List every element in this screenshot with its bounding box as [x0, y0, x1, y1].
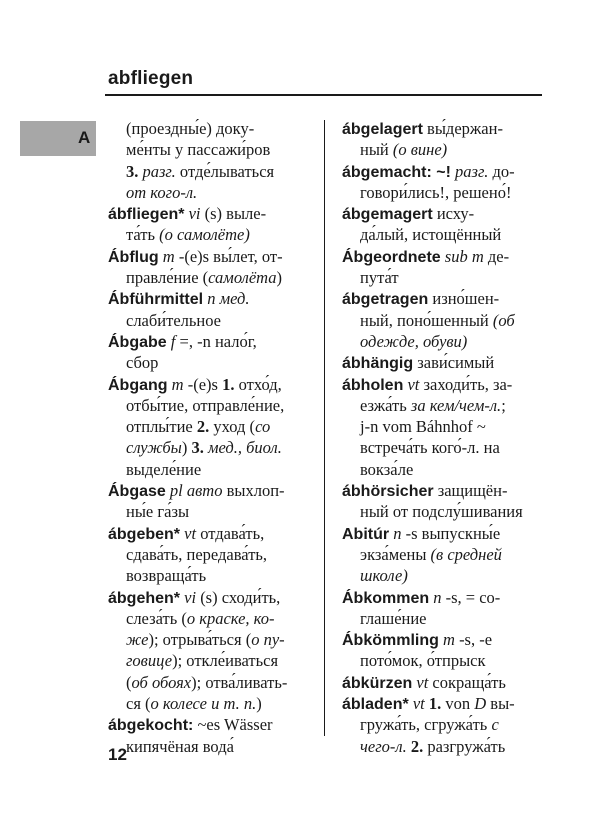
grammar-label: n: [393, 523, 402, 543]
entry-continuation-line: [108, 565, 314, 586]
text: -(e)s вы́лет, от-: [174, 246, 283, 266]
text: ~es Wässer: [193, 715, 273, 735]
text: ме́нты у пассажи́ров: [126, 140, 271, 160]
text: слеза́ть (: [126, 608, 187, 628]
entry-line: [342, 587, 544, 608]
entry-continuation-line: [108, 139, 314, 160]
grammar-label: разг.: [142, 161, 176, 181]
entry-line: [342, 374, 544, 395]
text: слаби́тельное: [126, 310, 222, 330]
entry-line: [108, 587, 314, 608]
headword: ábladen*: [342, 696, 409, 714]
entry-continuation-line: [108, 736, 314, 757]
headword: Abitúr: [342, 525, 390, 543]
text: сдава́ть, передава́ть,: [126, 544, 268, 564]
grammar-label: (о вине): [392, 140, 448, 160]
entry-line: [342, 523, 544, 544]
grammar-label: n: [433, 587, 442, 607]
grammar-label: одежде, обуви): [360, 331, 468, 351]
grammar-label: f: [170, 331, 176, 351]
text: von: [441, 694, 475, 714]
entry-continuation-line: [108, 693, 314, 714]
entry-continuation-line: [108, 501, 314, 522]
sense-number: 2.: [196, 417, 210, 437]
text: выделе́ние: [126, 459, 202, 479]
text: отде́лываться: [175, 161, 275, 181]
text: езжа́ть: [360, 395, 411, 415]
page-number: 12: [108, 745, 127, 764]
sense-number: 3.: [126, 161, 143, 181]
text: ны́е га́зы: [126, 502, 190, 522]
grammar-label: n мед.: [207, 289, 250, 309]
text: ный от подслу́шивания: [360, 502, 523, 522]
grammar-label: vi: [188, 204, 201, 224]
grammar-label: о колесе и т. п.: [150, 694, 257, 714]
text: ); отва́ливать-: [191, 672, 288, 692]
text: разгружа́ть: [423, 736, 506, 756]
grammar-label: о краске, ко-: [186, 608, 275, 628]
entry-line: [342, 480, 544, 501]
grammar-label: от кого-л.: [126, 182, 198, 202]
entry-continuation-line: [342, 139, 544, 160]
entry-continuation-line: [342, 459, 544, 480]
entry-continuation-line: [108, 182, 314, 203]
headword: Ábgeordnete: [342, 248, 441, 266]
text: j-n vom Báhnhof ~: [360, 417, 486, 437]
entry-continuation-line: [342, 182, 544, 203]
entry-continuation-line: [342, 310, 544, 331]
grammar-label: (о самолёте): [159, 225, 250, 245]
entry-continuation-line: [342, 501, 544, 522]
entry-line: [342, 629, 544, 650]
entry-continuation-line: [108, 267, 314, 288]
grammar-label: школе): [360, 566, 408, 586]
text: пута́т: [360, 268, 399, 288]
headword: ábholen: [342, 376, 404, 394]
entry-continuation-line: [342, 650, 544, 671]
text: ); отрыва́ться (: [148, 630, 252, 650]
grammar-label: vt: [407, 374, 420, 394]
grammar-label: (об: [492, 310, 515, 330]
text: выхлоп-: [222, 481, 285, 501]
headword: ábkürzen: [342, 674, 413, 692]
text: исху-: [432, 204, 475, 224]
text: (: [126, 672, 132, 692]
grammar-label: D: [474, 694, 487, 714]
headword: Ábkömmling: [342, 632, 439, 650]
grammar-label: чего-л.: [360, 736, 407, 756]
entry-continuation-line: [108, 459, 314, 480]
entry-line: [108, 374, 314, 395]
grammar-label: с: [491, 715, 499, 735]
text: -s, = со-: [441, 587, 501, 607]
text: ;: [501, 395, 506, 415]
text: -s, -e: [454, 630, 493, 650]
headword: ábhörsicher: [342, 483, 434, 501]
sense-number: 1.: [428, 694, 442, 714]
grammar-label: говице: [126, 651, 173, 671]
grammar-label: m: [171, 374, 184, 394]
headword: ábgetragen: [342, 291, 429, 309]
entry-line: [108, 288, 314, 309]
text: до-: [488, 161, 515, 181]
entry-line: [342, 118, 544, 139]
text: де-: [483, 246, 510, 266]
entry-line: [108, 203, 314, 224]
entry-continuation-line: [108, 672, 314, 693]
entry-continuation-line: [108, 544, 314, 565]
entry-continuation-line: [108, 352, 314, 373]
headword: ábgehen*: [108, 589, 181, 607]
entry-line: [108, 331, 314, 352]
text: зави́симый: [413, 353, 495, 373]
text: правле́ние (: [126, 268, 209, 288]
text: отхо́д,: [234, 374, 282, 394]
grammar-label: самолёта: [208, 268, 277, 288]
text: сбор: [126, 353, 159, 373]
entry-line: [108, 523, 314, 544]
headword: ábgemacht: ~!: [342, 163, 451, 181]
thumb-index-letter: A: [78, 128, 91, 147]
entry-continuation-line: [108, 310, 314, 331]
text: отдава́ть,: [196, 523, 265, 543]
text: ный, поно́шенный: [360, 310, 493, 330]
entry-continuation-line: [108, 416, 314, 437]
text: кипячёная вода́: [126, 736, 234, 756]
text: вы́держан-: [422, 119, 503, 138]
headword: Ábführmittel: [108, 291, 204, 309]
entry-line: [342, 352, 544, 373]
grammar-label: m: [162, 246, 175, 266]
entry-line: [108, 714, 314, 735]
text: -s выпускны́е: [401, 523, 501, 543]
text: заходи́ть, за-: [419, 374, 513, 394]
text: (s) выле-: [200, 204, 267, 224]
entry-line: [342, 161, 544, 182]
entry-line: [342, 672, 544, 693]
right-column: [342, 118, 544, 757]
headword: ábfliegen*: [108, 206, 185, 224]
entry-continuation-line: [342, 714, 544, 735]
text: гружа́ть, сгружа́ть: [360, 715, 492, 735]
grammar-label: разг.: [455, 161, 489, 181]
grammar-label: мед., биол.: [207, 438, 282, 458]
text: возвраща́ть: [126, 566, 207, 586]
headword: ábgeben*: [108, 525, 181, 543]
text: уход (: [209, 417, 256, 437]
grammar-label: за кем/чем-л.: [410, 395, 502, 415]
entry-continuation-line: [108, 629, 314, 650]
entry-continuation-line: [342, 395, 544, 416]
entry-line: [108, 246, 314, 267]
entry-continuation-line: [342, 736, 544, 757]
headword: ábgekocht:: [108, 717, 194, 735]
text: та́ть: [126, 225, 160, 245]
grammar-label: (в средней: [430, 544, 502, 564]
text: -(e)s: [183, 374, 223, 394]
entry-continuation-line: [342, 267, 544, 288]
grammar-label: vi: [184, 587, 197, 607]
entry-continuation-line: [342, 416, 544, 437]
text: =, -n нало́г,: [175, 331, 257, 351]
headword: ábgemagert: [342, 206, 433, 224]
text: вокза́ле: [360, 459, 414, 479]
entry-line: [342, 693, 544, 714]
entry-continuation-line: [342, 437, 544, 458]
entry-continuation-line: [108, 650, 314, 671]
entry-line: [342, 246, 544, 267]
headword: Ábkommen: [342, 589, 430, 607]
entry-continuation-line: [108, 608, 314, 629]
text: ): [276, 268, 283, 288]
left-column: [108, 118, 314, 757]
text: экза́мены: [360, 544, 431, 564]
running-head: abfliegen: [108, 68, 194, 89]
grammar-label: же: [126, 630, 149, 650]
text: защищён-: [433, 481, 508, 501]
grammar-label: pl авто: [169, 481, 223, 501]
grammar-label: sub m: [444, 246, 484, 266]
text: ): [256, 694, 262, 714]
headword: Ábgabe: [108, 333, 167, 351]
text: говори́лись!, решено́!: [360, 182, 512, 202]
text: отплы́тие: [126, 417, 197, 437]
sense-number: 3.: [191, 438, 204, 458]
entry-continuation-line: [108, 395, 314, 416]
headword: Ábflug: [108, 248, 159, 266]
text: отбы́тие, отправле́ние,: [126, 395, 285, 415]
text: ): [181, 438, 192, 458]
grammar-label: m: [443, 630, 455, 650]
entry-line: [342, 288, 544, 309]
entry-continuation-line: [342, 608, 544, 629]
grammar-label: о пу-: [251, 630, 285, 650]
entry-continuation-line: [108, 118, 314, 139]
text: ); откле́иваться: [172, 651, 279, 671]
grammar-label: vt: [416, 672, 429, 692]
entry-continuation-line: [342, 544, 544, 565]
text: (s) сходи́ть,: [196, 587, 281, 607]
text: глаше́ние: [360, 608, 427, 628]
entry-continuation-line: [342, 331, 544, 352]
grammar-label: со: [255, 417, 271, 437]
text: пото́мок, о́тпрыск: [360, 651, 486, 671]
grammar-label: vt: [412, 694, 425, 714]
entry-continuation-line: [342, 565, 544, 586]
text: (проездны́е) доку-: [126, 119, 255, 138]
text: встреча́ть кого́-л. на: [360, 438, 500, 458]
entry-continuation-line: [108, 224, 314, 245]
entry-continuation-line: [342, 224, 544, 245]
column-divider: [324, 120, 325, 736]
headword: ábhängig: [342, 355, 414, 373]
sense-number: 2.: [410, 736, 424, 756]
headword: Ábgang: [108, 376, 168, 394]
text: вы-: [486, 694, 515, 714]
entry-line: [108, 480, 314, 501]
text: сокраща́ть: [428, 672, 506, 692]
header-rule: [105, 94, 542, 96]
text: ный: [360, 140, 393, 160]
grammar-label: vt: [184, 523, 197, 543]
headword: ábgelagert: [342, 121, 423, 138]
entry-continuation-line: [108, 437, 314, 458]
sense-number: 1.: [222, 374, 235, 394]
grammar-label: службы: [126, 438, 182, 458]
entry-continuation-line: [108, 161, 314, 182]
grammar-label: об обоях: [131, 672, 192, 692]
headword: Ábgase: [108, 483, 166, 501]
text: да́лый, истощённый: [360, 225, 502, 245]
text: ся (: [126, 694, 151, 714]
text: изно́шен-: [428, 289, 500, 309]
entry-line: [342, 203, 544, 224]
